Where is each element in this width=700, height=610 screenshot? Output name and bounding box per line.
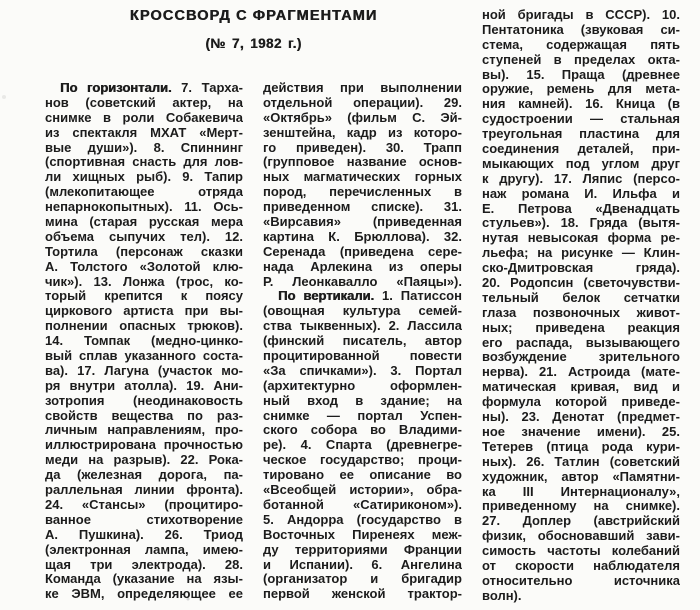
text-line: оружие, ремень для мета- — [482, 82, 680, 97]
text-line: ке ЭВМ, определяющее ее — [45, 587, 243, 602]
text-line: «Октябрь» (фильм С. Эй- — [263, 110, 462, 125]
text-line: ду территориями Франции — [263, 542, 462, 557]
text-line: ступеней в пределах окта- — [482, 52, 680, 67]
text-line: Серенада (приведена сере- — [263, 244, 462, 259]
text-line: раллельная линии фронта). — [45, 483, 243, 498]
text-line: физик, обосновавший зави- — [482, 529, 680, 544]
text-line: вы). 15. Праща (древнее — [482, 67, 680, 82]
text-line: 5. Андорра (государство в — [263, 512, 462, 527]
text-line: «За спичками»). 3. Портал — [263, 363, 462, 378]
text-line: (электронная лампа, имею- — [45, 542, 243, 557]
text-line: ное значение имени). 25. — [482, 424, 680, 439]
text-line: ных; приведена реакция — [482, 320, 680, 335]
text-line: волн). — [482, 588, 522, 603]
text-line: (спортивная снасть для лов- — [45, 155, 243, 170]
text-line: к другу). 17. Ляпис (персо- — [482, 171, 680, 186]
text-line: глаза позвоночных живот- — [482, 305, 680, 320]
text-line: мыкающих под углом друг — [482, 156, 680, 171]
text-line: чик»). 13. Лонжа (трос, ко- — [45, 274, 243, 289]
text-line: По вертикали. 1. Патиссон — [278, 289, 462, 304]
text-line: ства тыквенных). 2. Лассила — [263, 319, 462, 334]
text-line: Р. Леонкавалло «Паяцы»). — [263, 274, 462, 289]
text-line: стульев»). 18. Гряда (вытя- — [482, 216, 680, 231]
article-title: КРОССВОРД С ФРАГМЕНТАМИ — [129, 8, 378, 24]
text-line: По горизонтали. 7. Тарха- — [60, 81, 243, 95]
text-line: соединения деталей, при- — [482, 142, 680, 157]
text-line: симость частоты колебаний — [482, 544, 680, 559]
text-line: и Испании). 6. Ангелина — [263, 557, 462, 572]
text-line: А. Толстого «Золотой клю- — [45, 259, 243, 274]
text-line: щая три электрода). 28. — [45, 557, 243, 572]
text-line: приведенному на снимке). — [482, 499, 680, 514]
text-line: ря внутри атолла). 19. Ани- — [45, 378, 243, 393]
text-line: зенштейна, кадр из которо- — [263, 125, 462, 140]
text-line: художник, автор «Памятни- — [482, 469, 680, 484]
text-line: возбуждение зрительного — [482, 350, 680, 365]
text-line: ной бригады в СССР). 10. — [482, 8, 680, 22]
text-line: ва). 17. Лагуна (участок мо- — [45, 363, 243, 378]
text-line: ванное стихотворение — [45, 512, 243, 527]
text-line: свойств вещества по раз- — [45, 408, 243, 423]
text-line: снимке — портал Успен- — [263, 408, 462, 423]
text-line: ный вход в здание; на — [263, 393, 462, 408]
text-line: ского собора во Владими- — [263, 423, 462, 438]
text-line: (организатор и бригадир — [263, 572, 462, 587]
text-line: меди на разрыв). 22. Рока- — [45, 453, 243, 468]
text-line: стема, содержащая пять — [482, 37, 680, 52]
text-line: приведенном списке). 31. — [263, 200, 462, 215]
text-line: да (железная дорога, па- — [45, 468, 243, 483]
text-line: ных магматических горных — [263, 170, 462, 185]
text-line: из спектакля МХАТ «Мерт- — [45, 125, 243, 140]
text-line: объема сыпучих тел). 12. — [45, 229, 243, 244]
text-line: непарнокопытных). 11. Ось- — [45, 200, 243, 215]
text-line: Тетерев (птица рода кури- — [482, 439, 680, 454]
text-line: вый сплав указанного соста- — [45, 349, 243, 364]
text-line: нутая невысокая форма ре- — [482, 231, 680, 246]
article-issue-label: (№ 7, 1982 г.) — [205, 36, 302, 51]
paper-specks — [0, 0, 2, 2]
text-line: от скорости наблюдателя — [482, 558, 680, 573]
text-line: 20. Родопсин (светочувстви- — [482, 276, 680, 291]
text-line: формула которой приведе- — [482, 395, 680, 410]
text-line: ния камней). 16. Кница (в — [482, 97, 680, 112]
text-line: нов (советский актер, на — [45, 95, 243, 110]
text-line: ботанной «Сатириконом»). — [263, 497, 462, 512]
text-column-left — [45, 81, 243, 602]
text-line: (архитектурно оформлен- — [263, 378, 462, 393]
text-line: ческое государство; проци- — [263, 453, 462, 468]
text-line: нерва). 21. Астроида (мате- — [482, 365, 680, 380]
text-line: Е. Петрова «Двенадцать — [482, 201, 680, 216]
text-line: матическая кривая, вид и — [482, 380, 680, 395]
text-line: 27. Доплер (австрийский — [482, 514, 680, 529]
article-header — [45, 8, 462, 51]
text-column-middle — [263, 81, 462, 602]
text-line: ли хищных рыб). 9. Тапир — [45, 170, 243, 185]
text-line: относительно источника — [482, 573, 680, 588]
text-line: ны). 23. Денотат (предмет- — [482, 410, 680, 425]
text-line: (финский писатель, автор — [263, 334, 462, 349]
text-line: 24. «Стансы» (процитиро- — [45, 497, 243, 512]
text-line: циркового артиста при вы- — [45, 304, 243, 319]
text-line: первой женской трактор- — [263, 587, 462, 602]
text-line: действия при выполнении — [263, 81, 462, 95]
text-line: процитированной повести — [263, 349, 462, 364]
text-line: нада Арлекина из оперы — [263, 259, 462, 274]
text-line: ка III Интернационалу», — [482, 484, 680, 499]
text-line: льефа; на рисунке — Клин- — [482, 246, 680, 261]
text-line: «Вирсавия» (приведенная — [263, 215, 462, 230]
text-line: Тортила (персонаж сказки — [45, 244, 243, 259]
text-line: Пентатоника (звуковая си- — [482, 22, 680, 37]
text-line: вые души»). 8. Спиннинг — [45, 140, 243, 155]
text-line: торый крепится к поясу — [45, 289, 243, 304]
text-line: полнении опасных трюков). — [45, 319, 243, 334]
text-line: его распада, вызывающего — [482, 335, 680, 350]
text-line: (млекопитающее отряда — [45, 185, 243, 200]
text-line: (овощная культура семей- — [263, 304, 462, 319]
text-line: го приведен). 30. Трапп — [263, 140, 462, 155]
text-line: зотропия (неодинаковость — [45, 393, 243, 408]
text-line: судостроении — стальная — [482, 112, 680, 127]
text-line: ре). 4. Спарта (древнегре- — [263, 438, 462, 453]
text-line: Восточных Пиренеях меж- — [263, 527, 462, 542]
text-line: Команда (указание на язы- — [45, 572, 243, 587]
text-line: (групповое название основ- — [263, 155, 462, 170]
text-line: ных). 26. Татлин (советский — [482, 454, 680, 469]
text-line: личным направлениям, про- — [45, 423, 243, 438]
text-line: отдельной операции). 29. — [263, 95, 462, 110]
text-line: пород, перечисленных в — [263, 185, 462, 200]
text-column-right — [482, 8, 680, 604]
text-line: снимке в роли Собакевича — [45, 110, 243, 125]
text-line: иллюстрирована прочностью — [45, 438, 243, 453]
text-line: наж романа И. Ильфа и — [482, 186, 680, 201]
text-line: ско-Дмитровская гряда). — [482, 261, 680, 276]
text-line: 14. Томпак (медно-цинко- — [45, 334, 243, 349]
text-line: тельный белок сетчатки — [482, 290, 680, 305]
text-line: мина (старая русская мера — [45, 215, 243, 230]
text-line: «Всеобщей истории», обра- — [263, 483, 462, 498]
text-line: А. Пушкина). 26. Триод — [45, 527, 243, 542]
text-line: тировано ее описание во — [263, 468, 462, 483]
text-line: картина К. Брюллова). 32. — [263, 229, 462, 244]
text-line: треугольная пластина для — [482, 127, 680, 142]
